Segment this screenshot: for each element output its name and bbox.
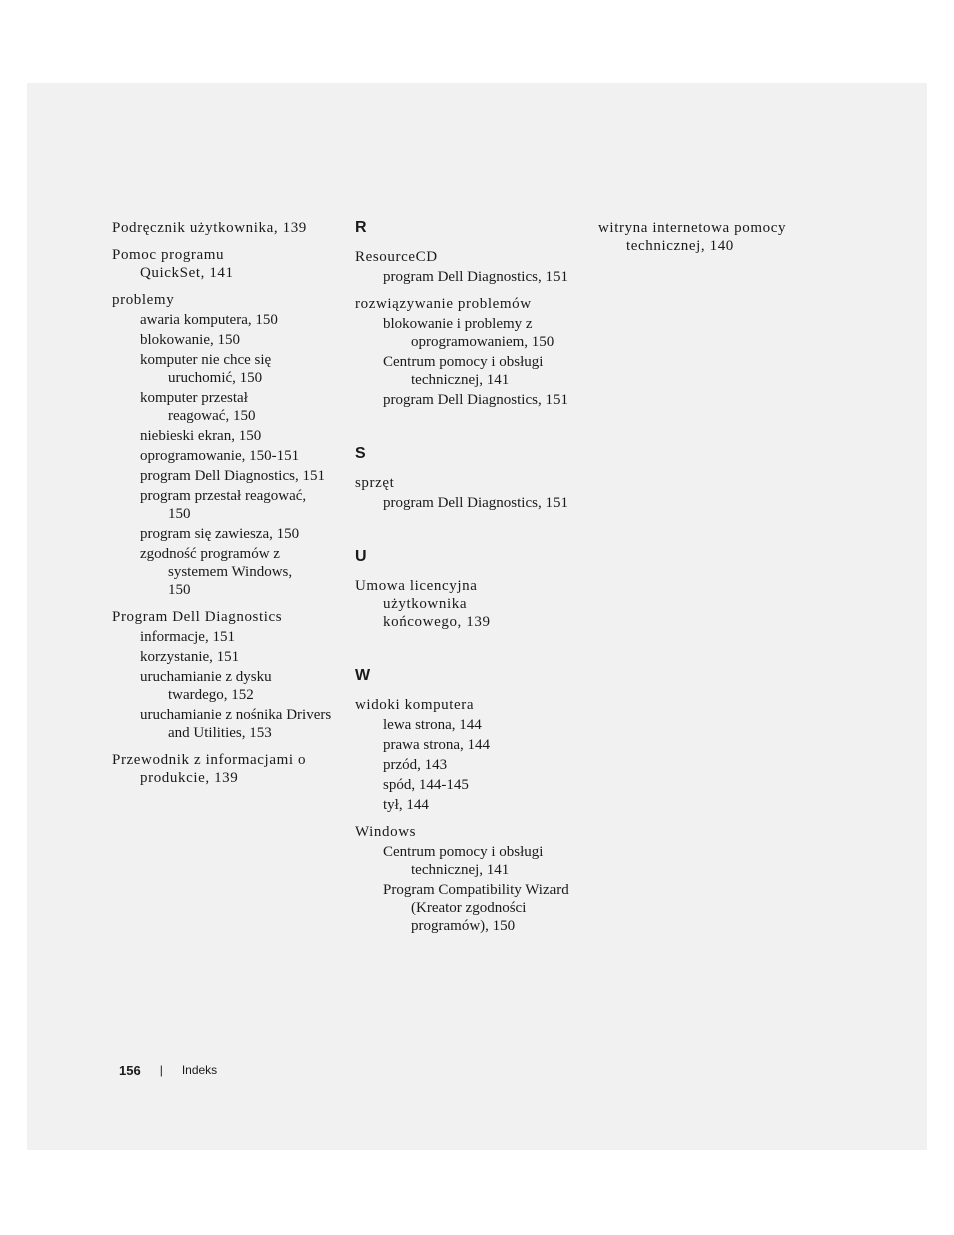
section-letter: S bbox=[355, 445, 366, 462]
index-section-r bbox=[355, 219, 585, 409]
index-entry bbox=[355, 248, 585, 286]
index-term: Windows bbox=[355, 824, 417, 840]
index-subterm: blokowanie, 150 bbox=[140, 332, 240, 348]
page-footer bbox=[119, 1062, 217, 1078]
index-subterm: awaria komputera, 150 bbox=[140, 312, 278, 328]
index-subterm: komputer przestał reagować, 150 bbox=[140, 390, 256, 424]
index-entry bbox=[112, 751, 337, 787]
index-subterm: lewa strona, 144 bbox=[383, 717, 482, 733]
index-section-w bbox=[355, 667, 585, 935]
index-term: rozwiązywanie problemów bbox=[355, 296, 532, 312]
index-subterm: program się zawiesza, 150 bbox=[140, 526, 300, 542]
index-subterm: zgodność programów z systemem Windows, 150 bbox=[140, 546, 293, 598]
index-term: Umowa licencyjna użytkownika końcowego, 139 bbox=[355, 578, 491, 630]
index-subterm: uruchamianie z nośnika Drivers and Utilities, 153 bbox=[140, 707, 332, 741]
index-subterm: przód, 143 bbox=[383, 757, 448, 773]
footer-separator: | bbox=[159, 1063, 163, 1077]
index-subterm: oprogramowanie, 150-151 bbox=[140, 448, 300, 464]
index-column-2 bbox=[355, 219, 585, 935]
index-entry bbox=[112, 608, 337, 742]
index-subterm: Centrum pomocy i obsługi technicznej, 141 bbox=[383, 354, 544, 388]
index-entry bbox=[112, 219, 337, 237]
index-subterm: korzystanie, 151 bbox=[140, 649, 240, 665]
index-entry bbox=[355, 823, 585, 935]
section-letter: W bbox=[355, 667, 371, 684]
index-term: Przewodnik z informacjami o produkcie, 139 bbox=[112, 752, 307, 786]
index-subterm: tył, 144 bbox=[383, 797, 429, 813]
index-term: ResourceCD bbox=[355, 249, 438, 265]
index-subterm: program Dell Diagnostics, 151 bbox=[383, 269, 568, 285]
index-section-s bbox=[355, 445, 585, 512]
index-subterm: spód, 144-145 bbox=[383, 777, 469, 793]
index-column-1 bbox=[112, 219, 337, 787]
index-subterm: blokowanie i problemy z oprogramowaniem, 150 bbox=[383, 316, 555, 350]
index-subterm: niebieski ekran, 150 bbox=[140, 428, 262, 444]
index-term: problemy bbox=[112, 292, 175, 308]
index-section-u bbox=[355, 548, 585, 631]
index-entry bbox=[355, 577, 585, 631]
index-term: Program Dell Diagnostics bbox=[112, 609, 283, 625]
index-entry bbox=[112, 246, 337, 282]
index-subterm: program przestał reagować, 150 bbox=[140, 488, 307, 522]
index-subterm: komputer nie chce się uruchomić, 150 bbox=[140, 352, 272, 386]
index-subterm: program Dell Diagnostics, 151 bbox=[140, 468, 325, 484]
index-entry bbox=[355, 295, 585, 409]
index-subterm: uruchamianie z dysku twardego, 152 bbox=[140, 669, 272, 703]
section-letter: R bbox=[355, 219, 367, 236]
index-subterm: informacje, 151 bbox=[140, 629, 235, 645]
index-term: sprzęt bbox=[355, 475, 395, 491]
index-entry bbox=[112, 291, 337, 599]
footer-title: Indeks bbox=[181, 1063, 218, 1077]
index-term: witryna internetowa pomocy technicznej, 140 bbox=[598, 220, 787, 254]
index-subterm: program Dell Diagnostics, 151 bbox=[383, 495, 568, 511]
section-letter: U bbox=[355, 548, 367, 565]
index-column-3 bbox=[598, 219, 828, 255]
index-subterm: prawa strona, 144 bbox=[383, 737, 491, 753]
index-subterm: program Dell Diagnostics, 151 bbox=[383, 392, 568, 408]
index-term: widoki komputera bbox=[355, 697, 475, 713]
index-term: Pomoc programu QuickSet, 141 bbox=[112, 247, 234, 281]
index-entry bbox=[355, 474, 585, 512]
index-entry bbox=[355, 696, 585, 814]
index-subterm: Centrum pomocy i obsługi technicznej, 141 bbox=[383, 844, 544, 878]
index-term: Podręcznik użytkownika, 139 bbox=[112, 220, 307, 236]
page-number: 156 bbox=[119, 1062, 141, 1078]
index-entry bbox=[598, 219, 828, 255]
index-subterm: Program Compatibility Wizard (Kreator zgodności programów), 150 bbox=[383, 882, 569, 934]
